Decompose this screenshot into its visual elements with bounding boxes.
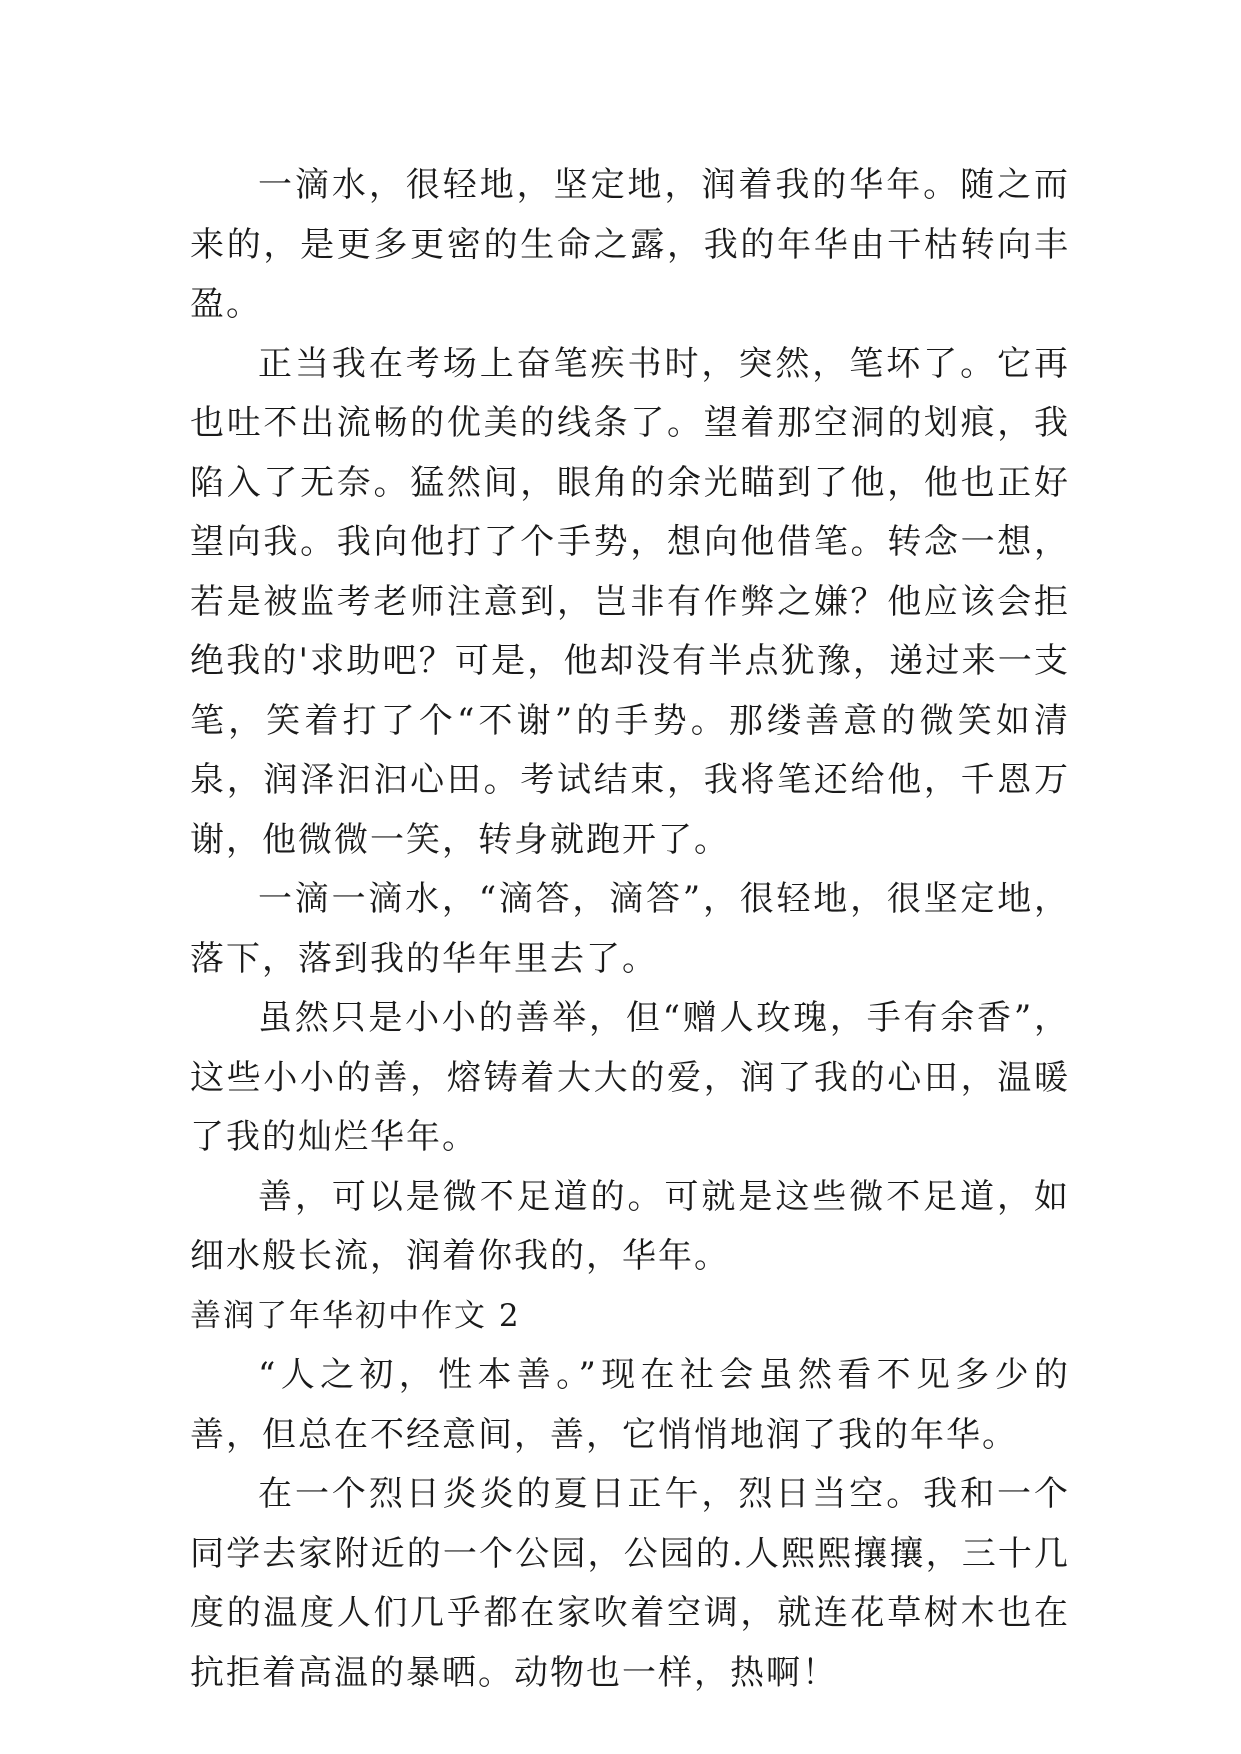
paragraph-7: 在一个烈日炎炎的夏日正午，烈日当空。我和一个同学去家附近的一个公园，公园的.人熙熙攘攘，三十几度的温度人们几乎都在家吹着空调，就连花草树木也在抗拒着高温的暴晒。动物也一样，热啊！ (190, 1474, 1070, 1693)
paragraph-3: 一滴一滴水，“滴答，滴答”，很轻地，很坚定地，落下，落到我的华年里去了。 (190, 879, 1070, 979)
section-heading: 善润了年华初中作文 2 (190, 1297, 521, 1334)
document-body (190, 156, 1070, 1703)
paragraph-6: “人之初，性本善。”现在社会虽然看不见多少的善，但总在不经意间，善，它悄悄地润了我的年华。 (190, 1355, 1070, 1455)
paragraph-5: 善，可以是微不足道的。可就是这些微不足道，如细水般长流，润着你我的，华年。 (190, 1176, 1070, 1276)
paragraph-4: 虽然只是小小的善举，但“赠人玫瑰，手有余香”，这些小小的善，熔铸着大大的爱，润了我的心田，温暖了我的灿烂华年。 (190, 998, 1070, 1157)
paragraph-1: 一滴水，很轻地，坚定地，润着我的华年。随之而来的，是更多更密的生命之露，我的年华由干枯转向丰盈。 (190, 165, 1070, 324)
paragraph-2: 正当我在考场上奋笔疾书时，突然，笔坏了。它再也吐不出流畅的优美的线条了。望着那空洞的划痕，我陷入了无奈。猛然间，眼角的余光瞄到了他，他也正好望向我。我向他打了个手势，想向他借笔。转念一想，若是被监考老师注意到，岂非有作弊之嫌？他应该会拒绝我的'求助吧？可是，他却没有半点犹豫，递过来一支笔，笑着打了个“不谢”的手势。那缕善意的微笑如清泉，润泽汩汩心田。考试结束，我将笔还给他，千恩万谢，他微微一笑，转身就跑开了。 (190, 343, 1070, 860)
